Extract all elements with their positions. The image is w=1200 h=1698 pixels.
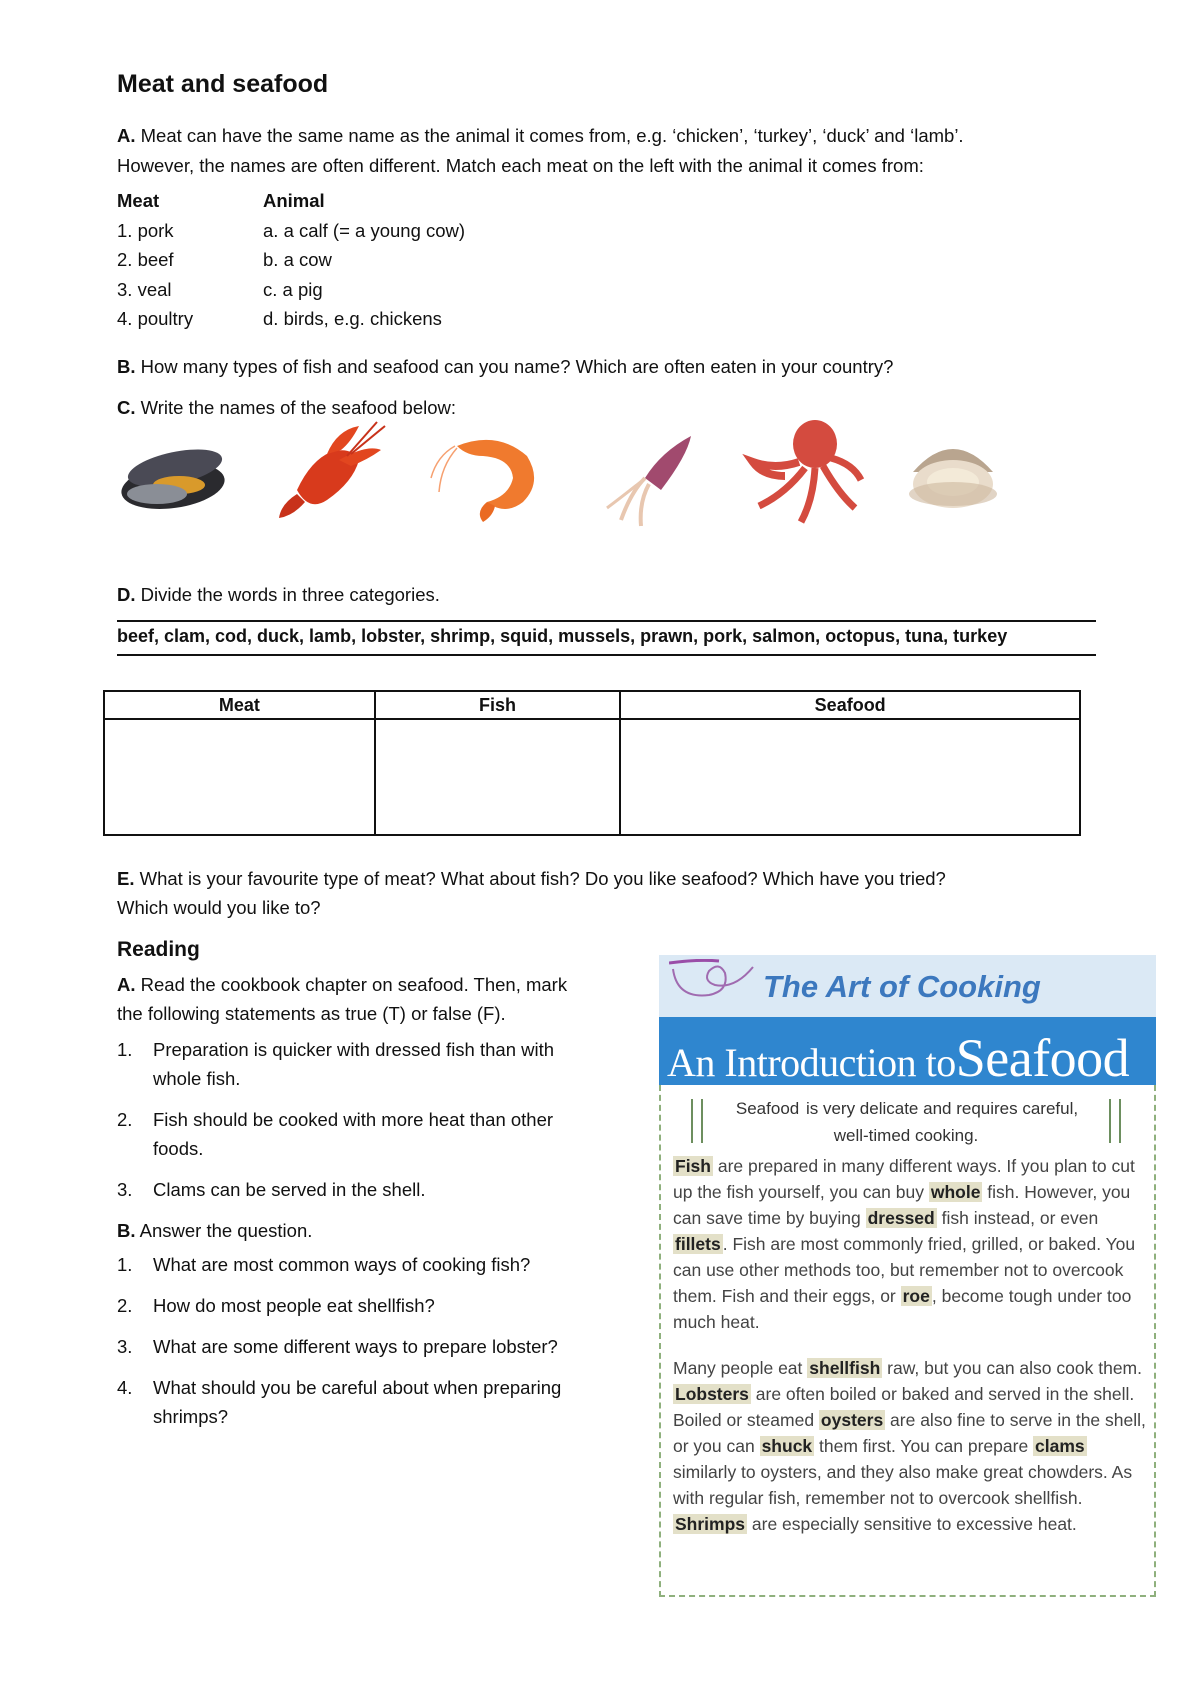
highlighted-term: Fish [675, 1156, 711, 1176]
animal-item: c. a pig [263, 278, 323, 300]
cookbook-body [659, 1085, 1156, 1597]
statement-number: 3. [117, 1179, 133, 1200]
highlighted-term: shuck [761, 1436, 813, 1456]
question-text: How do most people eat shellfish? [153, 1295, 435, 1316]
section-a-text1: Meat can have the same name as the animal it comes from, e.g. ‘chicken’, ‘turkey’, ‘duck’ and ‘lamb’. [135, 125, 964, 146]
squid-image [587, 422, 697, 532]
paragraph-text: fish instead, or even [936, 1208, 1099, 1228]
shrimp-image [427, 416, 547, 528]
paragraph-text: are especially sensitive to excessive heat. [747, 1514, 1077, 1534]
meat-item: 2. beef [117, 249, 174, 270]
question-number: 4. [117, 1377, 133, 1398]
section-e-line1 [117, 864, 946, 894]
highlighted-term: whole [930, 1182, 981, 1202]
question-item [117, 1373, 617, 1431]
paragraph-shellfish [673, 1355, 1151, 1537]
cookbook-header [659, 955, 1156, 1017]
section-d-letter: D. [117, 584, 136, 605]
section-b-text: How many types of fish and seafood can you name? Which are often eaten in your country? [135, 356, 894, 377]
categories-table [103, 690, 1081, 836]
statement-number: 2. [117, 1109, 133, 1130]
category-fish-header: Fish [375, 691, 621, 719]
questions-list [117, 1250, 617, 1431]
paragraph-text: . Fish are most commonly fried, grilled, or baked. You can use other methods too, but remember not to overcook them. Fish and their eggs, or [673, 1234, 1136, 1306]
cookbook-name: The Art of Cooking [763, 969, 1041, 1004]
matching-row [117, 245, 465, 275]
quote-text: is very delicate and requires careful, [801, 1099, 1079, 1118]
quote-highlight: Seafood [735, 1099, 800, 1118]
section-c-letter: C. [117, 397, 136, 418]
question-text-cont: shrimps? [153, 1406, 229, 1427]
section-e-text1: What is your favourite type of meat? What about fish? Do you like seafood? Which have you tried? [134, 868, 946, 889]
paragraph-text: similarly to oysters, and they also make great chowders. As with regular fish, remember not to overcook shellfish. [673, 1462, 1133, 1508]
chapter-title-seafood: Seafood [955, 1028, 1130, 1088]
chapter-title [667, 1027, 1129, 1089]
paragraph-text: , become tough under too much heat. [673, 1286, 1132, 1332]
lobster-image [267, 420, 387, 532]
swirl-icon [669, 959, 759, 1007]
reading-heading: Reading [117, 938, 200, 961]
fish-answer-cell[interactable] [375, 719, 621, 835]
paragraph-text: are prepared in many different ways. If you plan to cut up the fish yourself, you can buy [673, 1156, 1135, 1202]
section-d-text: Divide the words in three categories. [135, 584, 440, 605]
clam-image [903, 424, 1003, 524]
paragraph-text: raw, but you can also cook them. [882, 1358, 1142, 1378]
statement-item [117, 1035, 617, 1093]
category-seafood-header: Seafood [620, 691, 1080, 719]
statement-text-cont: foods. [153, 1138, 204, 1159]
category-meat-header: Meat [104, 691, 375, 719]
reading-a-letter: A. [117, 974, 136, 995]
section-e-line2: Which would you like to? [117, 897, 321, 918]
meat-item: 1. pork [117, 219, 174, 241]
highlighted-term: clams [1035, 1436, 1085, 1456]
meat-answer-cell[interactable] [104, 719, 375, 835]
question-number: 2. [117, 1295, 133, 1316]
reading-a-text1: Read the cookbook chapter on seafood. Then, mark [135, 974, 568, 995]
highlighted-term: Shrimps [675, 1514, 746, 1534]
section-d [117, 580, 440, 610]
statement-text: Fish should be cooked with more heat than other [153, 1109, 554, 1130]
seafood-answer-cell[interactable] [620, 719, 1080, 835]
section-a-line1 [117, 121, 964, 151]
section-c-text: Write the names of the seafood below: [135, 397, 457, 418]
statements-list [117, 1035, 617, 1204]
paragraph-text: are often boiled or baked and served in the shell. Boiled or steamed [673, 1384, 1135, 1430]
section-a-line2: However, the names are often different. Match each meat on the left with the animal it comes from: [117, 155, 924, 176]
section-a-letter: A. [117, 125, 136, 146]
highlighted-term: shellfish [809, 1358, 881, 1378]
section-c [117, 393, 456, 423]
quote-bar-right [1109, 1099, 1121, 1143]
chapter-title-intro: An Introduction to [667, 1040, 956, 1085]
cookbook-excerpt [659, 955, 1156, 1598]
animal-header: Animal [263, 190, 325, 211]
question-text: What are some different ways to prepare lobster? [153, 1336, 558, 1357]
word-bank: beef, clam, cod, duck, lamb, lobster, shrimp, squid, mussels, prawn, pork, salmon, octopus, tuna, turkey [117, 626, 1008, 646]
highlighted-term: oysters [820, 1410, 884, 1430]
section-b-letter: B. [117, 356, 136, 377]
matching-row [117, 304, 465, 334]
octopus-image [735, 410, 865, 530]
paragraph-text: Many people eat [673, 1358, 808, 1378]
animal-item: b. a cow [263, 249, 332, 270]
statement-text: Clams can be served in the shell. [153, 1179, 426, 1200]
statement-item [117, 1175, 617, 1204]
quote-text-cont: well-timed cooking. [833, 1126, 979, 1145]
matching-table [117, 186, 465, 334]
pull-quote [691, 1095, 1121, 1149]
question-item [117, 1250, 617, 1279]
page-title: Meat and seafood [117, 70, 329, 98]
animal-item: a. a calf (= a young cow) [263, 219, 466, 241]
reading-b-line [117, 1216, 312, 1246]
seafood-pictures [117, 428, 1017, 538]
animal-item: d. birds, e.g. chickens [263, 308, 442, 329]
highlighted-term: Lobsters [675, 1384, 749, 1404]
chapter-title-band [659, 1017, 1156, 1088]
statement-text: Preparation is quicker with dressed fish than with [153, 1039, 555, 1060]
wordbank-bottom-rule [117, 654, 1096, 656]
reading-a-line1 [117, 970, 567, 1000]
paragraph-fish [673, 1153, 1151, 1335]
reading-b-letter: B. [117, 1220, 136, 1241]
question-text: What should you be careful about when preparing [153, 1377, 562, 1398]
statement-number: 1. [117, 1039, 133, 1060]
highlighted-term: dressed [867, 1208, 935, 1228]
statement-item [117, 1105, 617, 1163]
question-text: What are most common ways of cooking fish? [153, 1254, 531, 1275]
paragraph-text: are also fine to serve in the shell, or you can [673, 1410, 1146, 1456]
question-item [117, 1332, 617, 1361]
paragraph-text: them first. You can prepare [814, 1436, 1034, 1456]
question-item [117, 1291, 617, 1320]
statement-text-cont: whole fish. [153, 1068, 241, 1089]
highlighted-term: roe [902, 1286, 930, 1306]
highlighted-term: fillets [675, 1234, 721, 1254]
section-b [117, 352, 893, 382]
paragraph-text: fish. However, you can save time by buying [673, 1182, 1131, 1228]
meat-header: Meat [117, 190, 160, 211]
mussel-image [117, 428, 229, 528]
wordbank-top-rule [117, 620, 1096, 622]
question-number: 1. [117, 1254, 133, 1275]
matching-row [117, 275, 465, 305]
meat-item: 3. veal [117, 278, 172, 300]
reading-a-line2: the following statements as true (T) or false (F). [117, 1003, 506, 1024]
reading-b-text: Answer the question. [135, 1220, 313, 1241]
categories-header-row [104, 691, 1080, 719]
categories-answer-row [104, 719, 1080, 835]
quote-bar-left [691, 1099, 703, 1143]
matching-row [117, 216, 465, 246]
matching-header [117, 186, 465, 216]
question-number: 3. [117, 1336, 133, 1357]
meat-item: 4. poultry [117, 308, 194, 329]
section-e-letter: E. [117, 868, 135, 889]
